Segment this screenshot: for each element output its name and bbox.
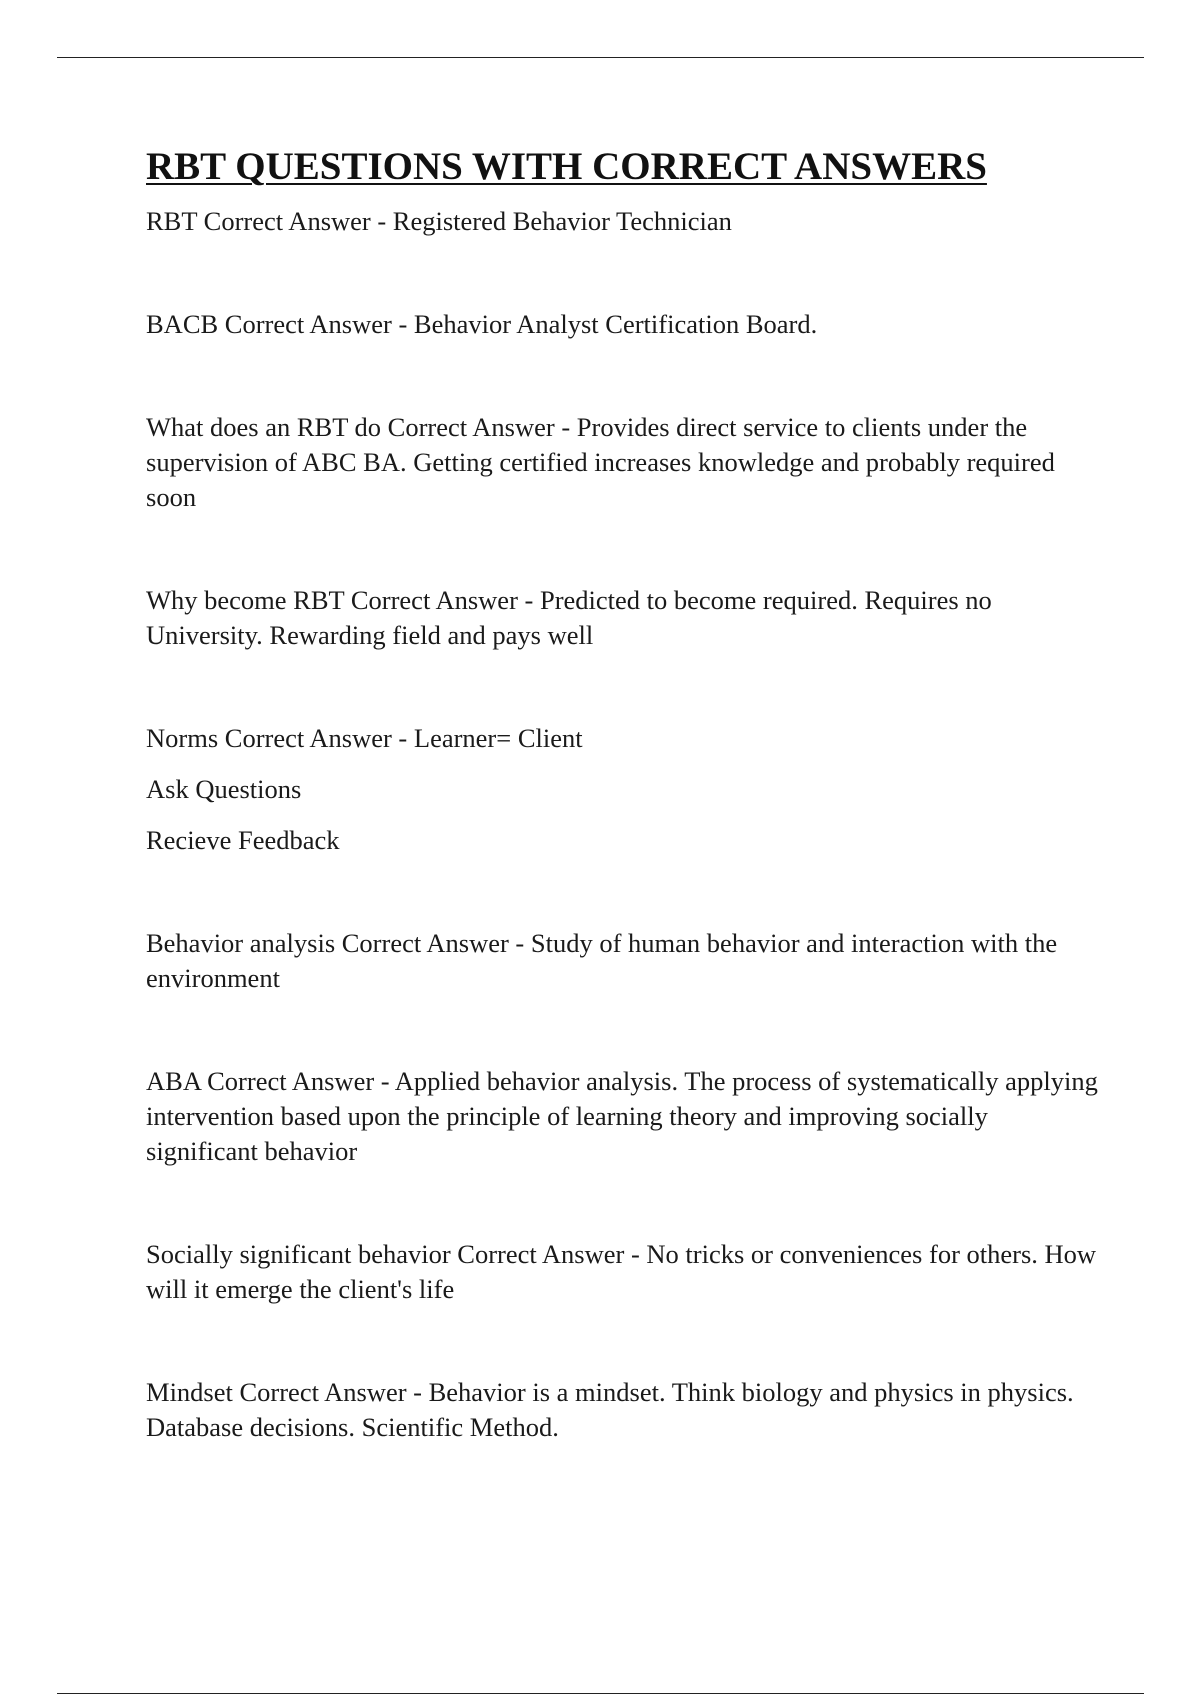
qa-entry-text: Mindset Correct Answer - Behavior is a mindset. Think biology and physics in physics. Database decisions. Scientific Method.: [146, 1377, 1074, 1442]
qa-entry-rbt: [146, 204, 1106, 239]
header-rule: [57, 57, 1144, 58]
footer-rule: [57, 1693, 1144, 1694]
qa-entry-text: ABA Correct Answer - Applied behavior analysis. The process of systematically applying intervention based upon the principle of learning theory and improving socially significant behavior: [146, 1066, 1098, 1166]
qa-entry-text: Why become RBT Correct Answer - Predicted to become required. Requires no University. Rewarding field and pays well: [146, 585, 992, 650]
qa-entry-line: Recieve Feedback: [146, 825, 340, 855]
qa-entry-text: Socially significant behavior Correct Answer - No tricks or conveniences for others. How will it emerge the client's life: [146, 1239, 1097, 1304]
qa-entry-line: Ask Questions: [146, 774, 302, 804]
qa-entry-text: Behavior analysis Correct Answer - Study of human behavior and interaction with the environment: [146, 928, 1058, 993]
qa-entry-bacb: [146, 307, 1106, 342]
document-body: [146, 142, 1106, 1445]
document-title: RBT QUESTIONS WITH CORRECT ANSWERS: [146, 145, 987, 188]
qa-entry-what-does-rbt-do: [146, 410, 1106, 515]
qa-entry-socially-significant-behavior: [146, 1237, 1106, 1307]
qa-entry-text: BACB Correct Answer - Behavior Analyst Certification Board.: [146, 309, 818, 339]
qa-entry-aba: [146, 1064, 1106, 1169]
qa-entry-text: What does an RBT do Correct Answer - Provides direct service to clients under the supervision of ABC BA. Getting certified increases knowledge and probably required soon: [146, 412, 1055, 512]
qa-entry-norms: [146, 721, 1106, 858]
qa-entry-line: Norms Correct Answer - Learner= Client: [146, 723, 583, 753]
qa-entry-text: RBT Correct Answer - Registered Behavior Technician: [146, 206, 732, 236]
qa-entry-behavior-analysis: [146, 926, 1106, 996]
qa-entry-mindset: [146, 1375, 1106, 1445]
qa-entry-why-become-rbt: [146, 583, 1106, 653]
